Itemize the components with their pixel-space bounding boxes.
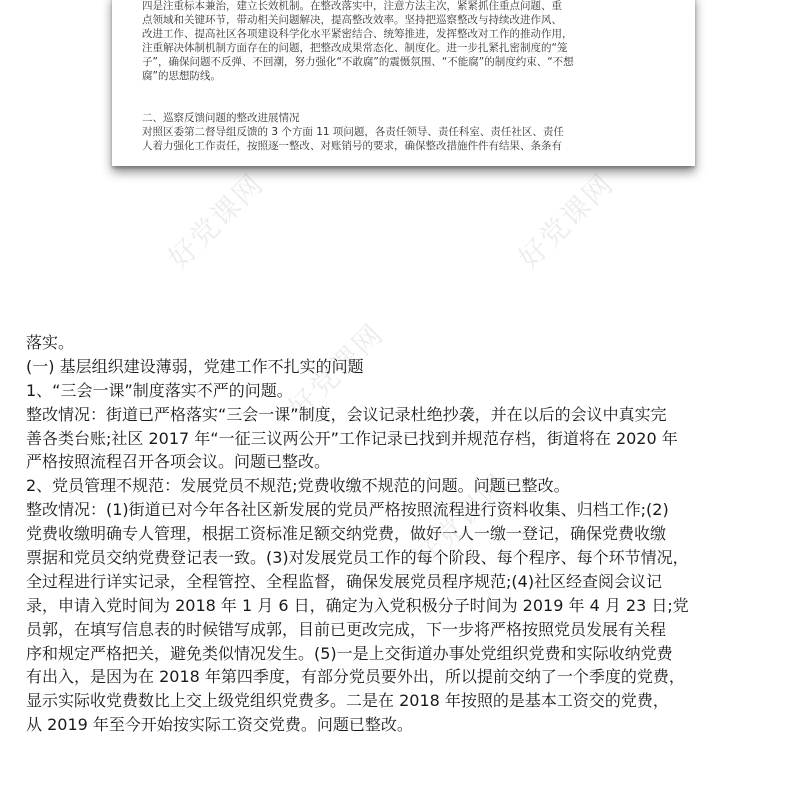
doc-line: 录，申请入党时间为 2018 年 1 月 6 日，确定为入党积极分子时间为 2019 年 4 月 23 日;党 — [26, 595, 689, 615]
doc-line: 严格按照流程召开各项会议。问题已整改。 — [26, 452, 331, 472]
watermark: 好党课网 — [511, 166, 621, 276]
section-heading: (一) 基层组织建设薄弱，党建工作不扎实的问题 — [26, 356, 364, 376]
doc-line: 显示实际收党费数比上交上级党组织党费多。二是在 2018 年按照的是基本工资交的党费， — [26, 691, 669, 711]
doc-line: 从 2019 年至今开始按实际工资交党费。问题已整改。 — [26, 715, 413, 735]
doc-line: 党费收缴明确专人管理，根据工资标准足额交纳党费，做好一人一缴一登记，确保党费收缴 — [26, 524, 667, 544]
doc-line: 整改情况：(1)街道已对今年各社区新发展的党员严格按照流程进行资料收集、归档工作;(2) — [26, 500, 669, 520]
preview-section-heading: 二、巡察反馈问题的整改进展情况 — [142, 112, 300, 124]
preview-line: 子”，确保问题不反弹、不回潮，努力强化“不敢腐”的震慑氛围、“不能腐”的制度约束、“不想 — [142, 56, 574, 68]
preview-line: 对照区委第二督导组反馈的 3 个方面 11 项问题，各责任领导、责任科室、责任社区、责任 — [142, 126, 564, 138]
doc-line: 善各类台账;社区 2017 年“一征三议两公开”工作记录已找到并规范存档，街道将在 2020 年 — [26, 428, 678, 448]
page-preview-card — [112, 0, 695, 166]
doc-line: 整改情况：街道已严格落实“三会一课”制度，会议记录杜绝抄袭，并在以后的会议中真实完 — [26, 404, 667, 424]
watermark: 好党课网 — [281, 316, 391, 426]
watermark: 好党课网 — [406, 466, 516, 576]
preview-line: 四是注重标本兼治，建立长效机制。在整改落实中，注意方法主次，紧紧抓住重点问题、重 — [142, 0, 562, 12]
document-body — [26, 331, 786, 737]
doc-line: 票据和党员交纳党费登记表一致。(3)对发展党员工作的每个阶段、每个程序、每个环节情况， — [26, 548, 689, 568]
doc-line: 落实。 — [26, 333, 75, 352]
doc-line: 有出入，是因为在 2018 年第四季度，有部分党员要外出，所以提前交纳了一个季度的党费， — [26, 667, 685, 687]
preview-line: 点领域和关键环节，带动相关问题解决，提高整改效率。坚持把巡察整改与持续改进作风、 — [142, 14, 562, 26]
preview-line: 改进工作、提高社区各项建设科学化水平紧密结合、统筹推进，发挥整改对工作的推动作用， — [142, 28, 573, 40]
doc-line: 员郭，在填写信息表的时候错写成郭，目前已更改完成，下一步将严格按照党员发展有关程 — [26, 619, 667, 639]
preview-line: 注重解决体制机制方面存在的问题，把整改成果常态化、制度化。进一步扎紧扎密制度的“笼 — [142, 42, 568, 54]
item-heading: 2、党员管理不规范：发展党员不规范;党费收缴不规范的问题。问题已整改。 — [26, 476, 570, 496]
preview-line: 人着力强化工作责任，按照逐一整改、对账销号的要求，确保整改措施件件有结果、条条有 — [142, 140, 562, 152]
doc-line: 序和规定严格把关，避免类似情况发生。(5)一是上交街道办事处党组织党费和实际收纳党费 — [26, 643, 673, 663]
preview-line: 腐”的思想防线。 — [142, 70, 221, 82]
doc-line: 全过程进行详实记录，全程管控、全程监督，确保发展党员程序规范;(4)社区经查阅会议记 — [26, 571, 663, 591]
watermark: 好党课网 — [161, 166, 271, 276]
item-heading: 1、“三会一课”制度落实不严的问题。 — [26, 380, 293, 400]
